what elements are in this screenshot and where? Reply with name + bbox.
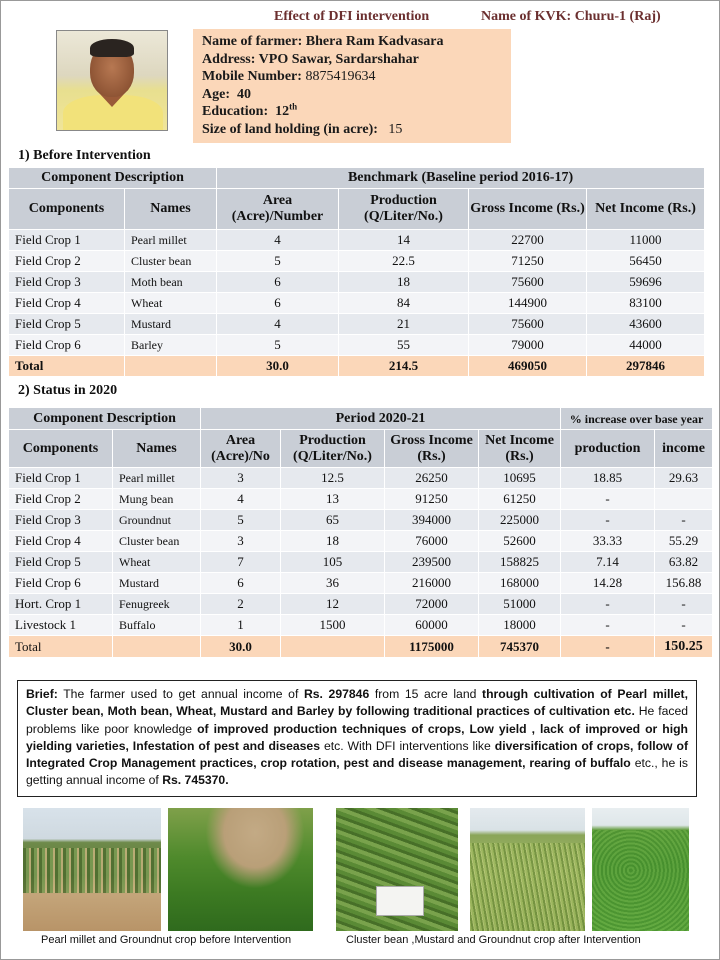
column-header: production (561, 430, 655, 468)
table-cell: 225000 (479, 510, 561, 531)
table-cell: 22.5 (339, 251, 469, 272)
table-row (9, 573, 713, 594)
table-row (9, 293, 705, 314)
group-header-benchmark: Benchmark (Baseline period 2016-17) (217, 168, 705, 189)
table-cell: 21 (339, 314, 469, 335)
table-cell: Field Crop 4 (9, 293, 125, 314)
table-cell: Moth bean (125, 272, 217, 293)
farmer-name-line: Name of farmer: Bhera Ram Kadvasara (202, 34, 444, 49)
photo-pearl-millet-before (23, 808, 161, 931)
table-cell: Field Crop 5 (9, 552, 113, 573)
total-cell: 150.25 (655, 636, 713, 658)
table-cell: 10695 (479, 468, 561, 489)
table-cell: Field Crop 3 (9, 510, 113, 531)
table-cell: Field Crop 5 (9, 314, 125, 335)
table-cell: 75600 (469, 272, 587, 293)
farmer-education: 12 (275, 104, 290, 120)
kvk-name: Name of KVK: Churu-1 (Raj) (481, 9, 661, 24)
table-cell: Field Crop 3 (9, 272, 125, 293)
table-cell: Livestock 1 (9, 615, 113, 636)
table-cell: Mustard (125, 314, 217, 335)
table-cell: 55 (339, 335, 469, 356)
farmer-mobile-line: Mobile Number: 8875419634 (202, 69, 376, 85)
farmer-address: VPO Sawar, Sardarshahar (258, 51, 419, 67)
table-cell: 79000 (469, 335, 587, 356)
table-cell: Field Crop 1 (9, 468, 113, 489)
table-cell: 239500 (385, 552, 479, 573)
table-cell: Cluster bean (113, 531, 201, 552)
table-cell: 394000 (385, 510, 479, 531)
table-cell: Mung bean (113, 489, 201, 510)
total-cell (281, 636, 385, 658)
table-cell: - (655, 594, 713, 615)
before-column-headers (9, 189, 705, 230)
total-cell: 214.5 (339, 356, 469, 377)
table-cell: - (561, 594, 655, 615)
total-cell: Total (9, 636, 113, 658)
table-cell: - (561, 489, 655, 510)
table-cell: - (655, 615, 713, 636)
table-cell: Wheat (125, 293, 217, 314)
farmer-photo (56, 30, 168, 131)
table-cell: Hort. Crop 1 (9, 594, 113, 615)
farmer-address-line: Address: VPO Sawar, Sardarshahar (202, 51, 419, 67)
farmer-education-line: Education: 12th (202, 101, 298, 120)
table-cell: 7 (201, 552, 281, 573)
table-cell: 18 (339, 272, 469, 293)
table-cell: 44000 (587, 335, 705, 356)
table-cell: 65 (281, 510, 385, 531)
table-cell: 105 (281, 552, 385, 573)
table-cell: 3 (201, 468, 281, 489)
group-header-period: Period 2020-21 (201, 408, 561, 430)
farmer-info (193, 29, 511, 143)
total-cell (113, 636, 201, 658)
total-cell: 1175000 (385, 636, 479, 658)
table-cell: 168000 (479, 573, 561, 594)
table-cell: Field Crop 2 (9, 251, 125, 272)
column-header: Net Income (Rs.) (587, 189, 705, 230)
table-cell: 1 (201, 615, 281, 636)
table-cell: Pearl millet (113, 468, 201, 489)
column-header: Names (125, 189, 217, 230)
table-cell: 12.5 (281, 468, 385, 489)
table-cell: 1500 (281, 615, 385, 636)
table-cell: Wheat (113, 552, 201, 573)
table-cell: 36 (281, 573, 385, 594)
total-row (9, 356, 705, 377)
table-cell: 76000 (385, 531, 479, 552)
table-cell: - (561, 615, 655, 636)
table-cell: 59696 (587, 272, 705, 293)
table-cell: Fenugreek (113, 594, 201, 615)
table-cell (655, 489, 713, 510)
table-cell: Cluster bean (125, 251, 217, 272)
total-cell: 30.0 (217, 356, 339, 377)
table-cell: 29.63 (655, 468, 713, 489)
photo-groundnut-after (592, 808, 689, 931)
table-cell: 43600 (587, 314, 705, 335)
table-cell: 5 (217, 335, 339, 356)
total-cell: 469050 (469, 356, 587, 377)
total-cell: 297846 (587, 356, 705, 377)
table-cell: 22700 (469, 230, 587, 251)
table-cell: - (655, 510, 713, 531)
column-header: Production (Q/Liter/No.) (281, 430, 385, 468)
table-cell: Mustard (113, 573, 201, 594)
column-header: Names (113, 430, 201, 468)
column-header: Components (9, 189, 125, 230)
table-cell: 5 (201, 510, 281, 531)
table-cell: Field Crop 4 (9, 531, 113, 552)
table-cell: 4 (217, 230, 339, 251)
group-header-component: Component Description (9, 168, 217, 189)
farmer-land: 15 (388, 121, 403, 137)
table-cell: 18.85 (561, 468, 655, 489)
table-cell: Field Crop 2 (9, 489, 113, 510)
column-header: Gross Income (Rs.) (469, 189, 587, 230)
photo-cluster-bean-after (336, 808, 458, 931)
table-cell: Buffalo (113, 615, 201, 636)
table-cell: 5 (217, 251, 339, 272)
column-header: income (655, 430, 713, 468)
table-cell: 2 (201, 594, 281, 615)
photo-groundnut-before (168, 808, 313, 931)
table-row (9, 510, 713, 531)
table-cell: 6 (201, 573, 281, 594)
table-cell: 4 (201, 489, 281, 510)
farmer-land-line: Size of land holding (in acre): 15 (202, 121, 403, 137)
table-cell: 14.28 (561, 573, 655, 594)
table-row (9, 531, 713, 552)
farmer-name: Bhera Ram Kadvasara (305, 34, 444, 49)
column-header: Gross Income (Rs.) (385, 430, 479, 468)
table-row (9, 594, 713, 615)
table-cell: 33.33 (561, 531, 655, 552)
table-row (9, 335, 705, 356)
total-cell: Total (9, 356, 125, 377)
table-cell: 158825 (479, 552, 561, 573)
total-cell: 30.0 (201, 636, 281, 658)
table-cell: 18 (281, 531, 385, 552)
section-before-title: 1) Before Intervention (18, 148, 151, 163)
table-row (9, 552, 713, 573)
table-cell: Field Crop 6 (9, 335, 125, 356)
brief-paragraph: Brief: The farmer used to get annual income of Rs. 297846 from 15 acre land through cultivation of Pearl millet, Cluster bean, Moth bean, Wheat, Mustard and Barley by following traditional practices of cultivation etc. He faced problems like poor knowledge of improved production techniques of crops, Low yield , lack of improved or high yielding varieties, Infestation of pest and diseases etc. With DFI interventions like diversification of crops, follow of Integrated Crop Management practices, crop rotation, pest and disease management, rearing of buffalo etc., he is getting annual income of Rs. 745370. (17, 680, 697, 797)
table-cell: 18000 (479, 615, 561, 636)
total-cell: 745370 (479, 636, 561, 658)
table-cell: Groundnut (113, 510, 201, 531)
table-cell: 156.88 (655, 573, 713, 594)
table-cell: 75600 (469, 314, 587, 335)
table-cell: 91250 (385, 489, 479, 510)
table-cell: 26250 (385, 468, 479, 489)
table-row (9, 615, 713, 636)
table-cell: 3 (201, 531, 281, 552)
column-header: Net Income (Rs.) (479, 430, 561, 468)
table-cell: Field Crop 6 (9, 573, 113, 594)
farmer-mobile: 8875419634 (305, 69, 376, 85)
table-cell: 11000 (587, 230, 705, 251)
table-cell: - (561, 510, 655, 531)
total-cell: - (561, 636, 655, 658)
farmer-age-line: Age: 40 (202, 86, 251, 102)
table-cell: 4 (217, 314, 339, 335)
table-row (9, 468, 713, 489)
table-cell: 7.14 (561, 552, 655, 573)
table-row (9, 230, 705, 251)
photo-mustard-after (470, 808, 585, 931)
total-row (9, 636, 713, 658)
table-cell: 12 (281, 594, 385, 615)
table-cell: 13 (281, 489, 385, 510)
section-after-title: 2) Status in 2020 (18, 383, 118, 398)
table-row (9, 489, 713, 510)
table-cell: 84 (339, 293, 469, 314)
table-cell: Barley (125, 335, 217, 356)
table-cell: 63.82 (655, 552, 713, 573)
table-cell: 51000 (479, 594, 561, 615)
table-cell: 72000 (385, 594, 479, 615)
farmer-age: 40 (237, 86, 251, 102)
page-title: Effect of DFI intervention (274, 9, 430, 24)
table-row (9, 314, 705, 335)
table-cell: 83100 (587, 293, 705, 314)
table-cell: 144900 (469, 293, 587, 314)
table-cell: Field Crop 1 (9, 230, 125, 251)
column-header: Production (Q/Liter/No.) (339, 189, 469, 230)
table-row (9, 272, 705, 293)
table-cell: 6 (217, 272, 339, 293)
table-cell: Pearl millet (125, 230, 217, 251)
column-header: Area (Acre)/No (201, 430, 281, 468)
table-cell: 71250 (469, 251, 587, 272)
table-cell: 6 (217, 293, 339, 314)
column-header: Components (9, 430, 113, 468)
table-row (9, 251, 705, 272)
table-cell: 14 (339, 230, 469, 251)
group-header-increase: % increase over base year (561, 408, 713, 430)
caption-before: Pearl millet and Groundnut crop before Intervention (41, 934, 292, 946)
group-header-component: Component Description (9, 408, 201, 430)
field-sign (376, 886, 424, 916)
column-header: Area (Acre)/Number (217, 189, 339, 230)
table-cell: 216000 (385, 573, 479, 594)
table-cell: 55.29 (655, 531, 713, 552)
table-cell: 52600 (479, 531, 561, 552)
table-cell: 61250 (479, 489, 561, 510)
table-cell: 56450 (587, 251, 705, 272)
before-table (8, 167, 705, 377)
after-table (8, 407, 713, 658)
total-cell (125, 356, 217, 377)
caption-after: Cluster bean ,Mustard and Groundnut crop after Intervention (346, 934, 641, 946)
after-column-headers (9, 430, 713, 468)
table-cell: 60000 (385, 615, 479, 636)
